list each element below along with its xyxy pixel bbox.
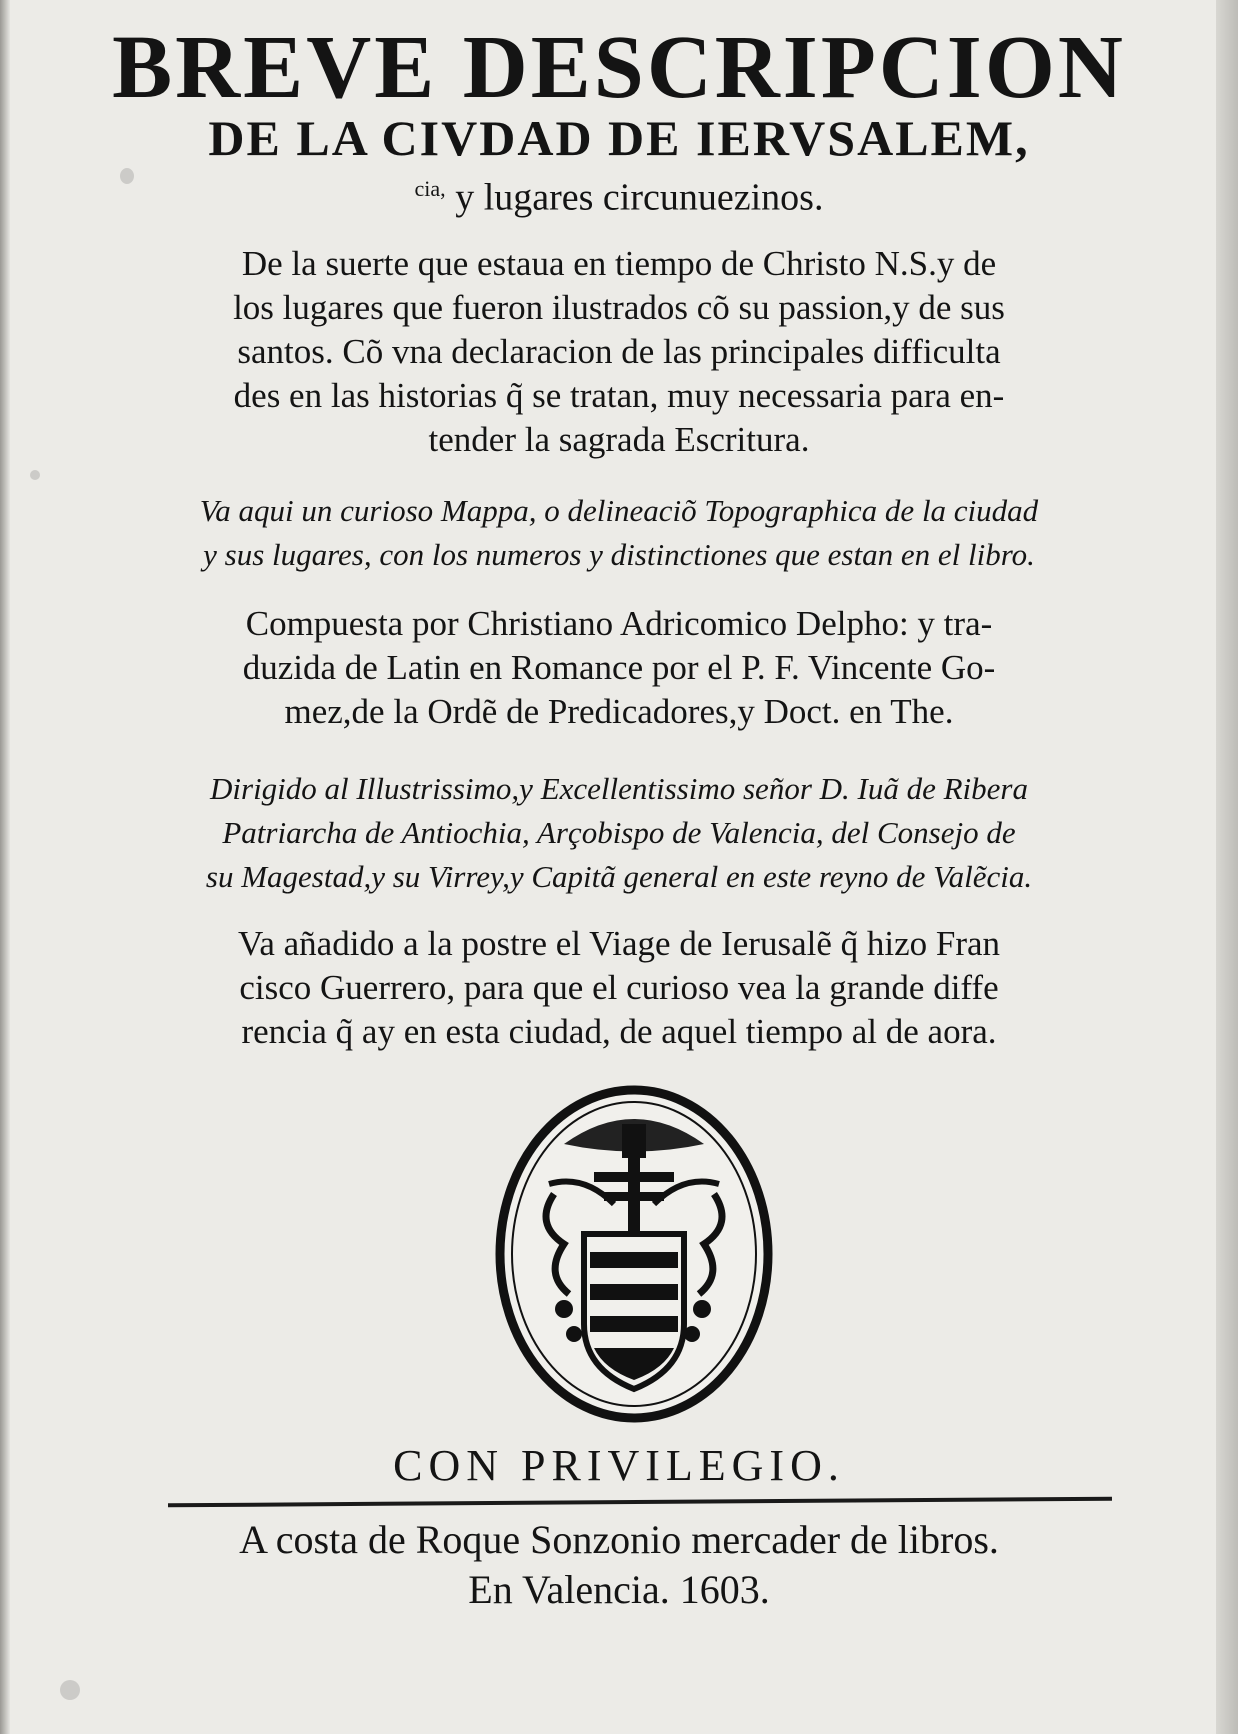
dedication-line: Patriarcha de Antiochia, Arçobispo de Valencia, del Consejo de (222, 815, 1016, 850)
dedication-line: Dirigido al Illustrissimo,y Excellentissimo señor D. Iuã de Ribera (210, 771, 1028, 806)
imprint-line-1: A costa de Roque Sonzonio mercader de libros. (239, 1517, 999, 1562)
title-line-3-small: cia, (414, 176, 446, 201)
imprint-line-2: En Valencia. 1603. (468, 1567, 770, 1612)
author-line: duzida de Latin en Romance por el P. F. Vincente Go- (242, 648, 996, 687)
title-line-3 (0, 166, 1238, 221)
author-line: Compuesta por Christiano Adricomico Delpho: y tra- (245, 604, 993, 643)
map-note-line: Va aqui un curioso Mappa, o delineaciõ Topographica de la ciudad (199, 493, 1039, 528)
addendum-line: cisco Guerrero, para que el curioso vea la grande diffe (239, 968, 999, 1007)
author-line: mez,de la Ordẽ de Predicadores,y Doct. en The. (284, 692, 954, 731)
title-line-1: BREVE DESCRIPCION (112, 18, 1126, 117)
dedication-line: su Magestad,y su Virrey,y Capitã general en este reyno de Valẽcia. (205, 859, 1033, 894)
title-line-2: DE LA CIVDAD DE IERVSALEM, (208, 110, 1030, 166)
ink-stain (60, 1680, 80, 1700)
coat-of-arms-icon (494, 1084, 774, 1424)
divider-rule (168, 1497, 1112, 1508)
description-line: des en las historias q̃ se tratan, muy necessaria para en- (233, 376, 1005, 415)
title-line-3-text: y lugares circunuezinos. (455, 176, 824, 219)
privilege-notice: CON PRIVILEGIO. (393, 1441, 845, 1490)
description-line: los lugares que fueron ilustrados cõ su passion,y de sus (233, 288, 1005, 327)
description-line: tender la sagrada Escritura. (428, 420, 810, 459)
addendum-line: rencia q̃ ay en esta ciudad, de aquel tiempo al de aora. (241, 1012, 997, 1051)
addendum-line: Va añadido a la postre el Viage de Ierusalẽ q̃ hizo Fran (237, 924, 1001, 963)
description-line: De la suerte que estaua en tiempo de Christo N.S.y de (241, 244, 997, 283)
description-line: santos. Cõ vna declaracion de las principales difficulta (237, 332, 1001, 371)
ink-stain (30, 470, 40, 480)
map-note-line: y sus lugares, con los numeros y distinctiones que estan en el libro. (203, 537, 1035, 572)
